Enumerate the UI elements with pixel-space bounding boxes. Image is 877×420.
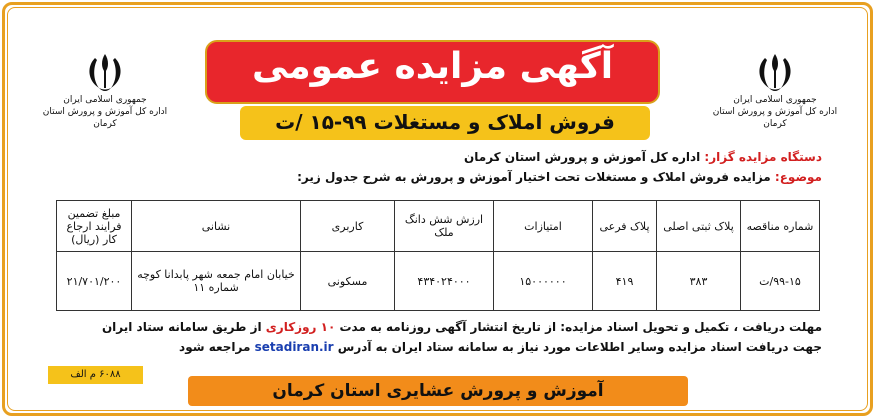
page-subtitle: فروش املاک و مستغلات ۹۹-۱۵ /ت [275, 110, 615, 134]
device-line [464, 150, 822, 164]
documents-note [179, 340, 822, 354]
column-header: امتیازات [494, 201, 593, 252]
org-line-2: اداره کل آموزش و پرورش استان کرمان [42, 107, 168, 129]
table-cell: ۳۸۳ [657, 252, 741, 311]
documents-text-a: جهت دریافت اسناد مزایده وسایر اطلاعات مورد نیاز به سامانه ستاد ایران به آدرس [337, 340, 822, 354]
column-header: پلاک ثبتی اصلی [657, 201, 741, 252]
column-header: ارزش شش دانگ ملک [395, 201, 494, 252]
org-line-1: جمهوری اسلامی ایران [733, 95, 817, 105]
title-banner [205, 40, 660, 104]
emblem-left [30, 50, 180, 130]
subject-value: مزایده فروش املاک و مستغلات تحت اختیار آموزش و پرورش به شرح جدول زیر: [297, 170, 771, 184]
table-cell: ۴۳۴۰۲۴۰۰۰ [395, 252, 494, 311]
table-cell: ۲۱/۷۰۱/۲۰۰ [57, 252, 132, 311]
footer-banner [188, 376, 688, 406]
device-label: دستگاه مزایده گزار: [704, 150, 822, 164]
column-header: شماره مناقصه [741, 201, 820, 252]
page-title: آگهی مزایده عمومی [251, 46, 614, 87]
footer-text: آموزش و پرورش عشایری استان کرمان [272, 381, 604, 401]
deadline-days: ۱۰ روزکاری [265, 320, 336, 334]
column-header: کاربری [301, 201, 395, 252]
deadline-text-c: از طریق سامانه ستاد ایران [101, 320, 262, 334]
setad-link[interactable]: setadiran.ir [254, 340, 334, 354]
column-header: نشانی [132, 201, 301, 252]
table-cell: ۹۹-۱۵/ت [741, 252, 820, 311]
table-cell: خیابان امام جمعه شهر پابدانا کوچه شماره ۱۱ [132, 252, 301, 311]
org-line-2: اداره کل آموزش و پرورش استان کرمان [712, 107, 838, 129]
iran-emblem-icon [83, 50, 127, 94]
table-cell: ۱۵۰۰۰۰۰۰ [494, 252, 593, 311]
table-row [57, 252, 820, 311]
deadline-note [102, 320, 822, 334]
column-header: مبلغ تضمین فرایند ارجاع کار (ریال) [57, 201, 132, 252]
documents-text-c: مراجعه شود [179, 340, 251, 354]
emblem-right [700, 50, 850, 130]
table-header-row [57, 201, 820, 252]
subtitle-banner [240, 106, 650, 140]
column-header: پلاک فرعی [593, 201, 657, 252]
auction-table [56, 200, 820, 311]
iran-emblem-icon [753, 50, 797, 94]
ad-code-badge: ۶۰۸۸ م الف [48, 366, 143, 384]
device-value: اداره کل آموزش و پرورش استان کرمان [464, 150, 701, 164]
table-cell: مسکونی [301, 252, 395, 311]
table-cell: ۴۱۹ [593, 252, 657, 311]
deadline-text-a: مهلت دریافت ، تکمیل و تحویل اسناد مزایده: از تاریخ انتشار آگهی روزنامه به مدت [339, 320, 822, 334]
org-line-1: جمهوری اسلامی ایران [63, 95, 147, 105]
subject-line [297, 170, 822, 184]
subject-label: موضوع: [774, 170, 822, 184]
